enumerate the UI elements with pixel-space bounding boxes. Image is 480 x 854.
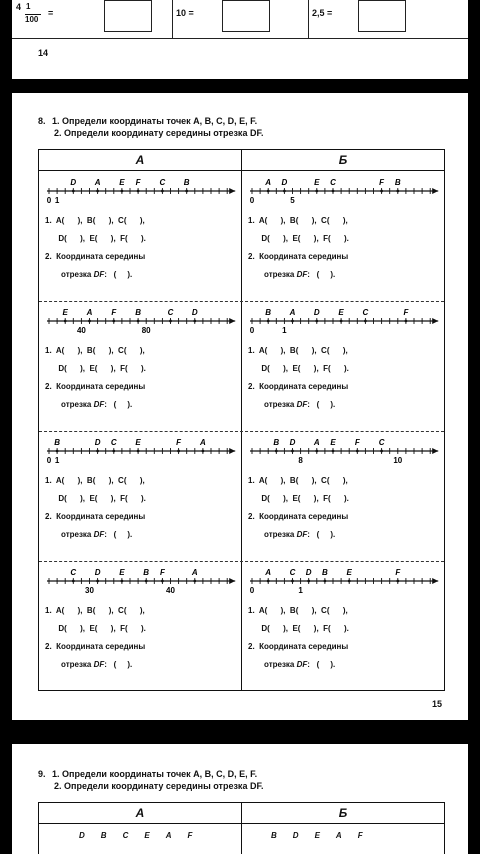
point-label: C [159, 178, 166, 187]
scale-number: 40 [76, 326, 86, 335]
answer-coordinates-line-2: D( ), E( ), F( ). [248, 624, 349, 633]
point-marker [380, 450, 383, 453]
point-label: D [191, 308, 198, 317]
point-label: C [362, 308, 369, 317]
exercise-cell [242, 561, 444, 691]
column-header-b: Б [242, 803, 444, 824]
point-marker [267, 580, 270, 583]
point-marker [396, 580, 399, 583]
axis-arrow [432, 448, 438, 454]
point-label: D [313, 308, 320, 317]
equals-sign: = [48, 8, 54, 18]
point-label: F [403, 308, 409, 317]
point-label: E [119, 568, 125, 577]
answer-midpoint-field: отрезка DF: ( ). [61, 530, 133, 539]
point-label: A [86, 308, 93, 317]
point-marker [161, 580, 164, 583]
scale-number: 1 [54, 196, 60, 205]
exercise-cell [39, 431, 241, 561]
page-number: 15 [432, 699, 443, 709]
point-label: D [281, 178, 288, 187]
point-marker [56, 450, 59, 453]
answer-midpoint-field: отрезка DF: ( ). [61, 270, 133, 279]
point-marker [202, 450, 205, 453]
partial-letters-b [271, 831, 379, 840]
scale-number: 1 [54, 456, 60, 465]
point-marker [96, 580, 99, 583]
number-line [43, 175, 237, 207]
point-marker [169, 320, 172, 323]
point-marker [177, 450, 180, 453]
point-label: A [94, 178, 101, 187]
point-label: B [273, 438, 280, 447]
point-marker [72, 580, 75, 583]
point-marker [315, 320, 318, 323]
point-marker [356, 450, 359, 453]
exercise-cell [242, 171, 444, 301]
page-number: 14 [38, 48, 49, 58]
point-label: E [330, 438, 336, 447]
point-label: B [265, 308, 272, 317]
scale-number: 0 [249, 586, 255, 595]
axis-arrow [229, 188, 235, 194]
point-label: C [110, 438, 117, 447]
point-label: B [100, 831, 107, 840]
point-marker [161, 190, 164, 193]
point-label: C [70, 568, 77, 577]
answer-coordinates-line-2: D( ), E( ), F( ). [248, 234, 349, 243]
answer-coordinates-line-1: 1. A( ), B( ), C( ), [248, 476, 348, 485]
point-label: F [395, 568, 401, 577]
fraction-whole: 4 [16, 2, 22, 12]
point-label: A [289, 308, 296, 317]
point-marker [137, 190, 140, 193]
point-label: D [289, 438, 296, 447]
number-line [43, 435, 237, 467]
answer-coordinates-line-2: D( ), E( ), F( ). [45, 364, 146, 373]
fraction-numerator: 1 [26, 2, 31, 11]
point-label: E [338, 308, 344, 317]
point-label: F [357, 831, 363, 840]
conversion-cell-3 [308, 0, 468, 39]
task-line-2: 2. Определи координату середины отрезка DF. [54, 128, 264, 138]
number-line [246, 305, 440, 337]
point-marker [340, 320, 343, 323]
point-label: E [135, 438, 141, 447]
point-label: F [187, 831, 193, 840]
point-label: C [167, 308, 174, 317]
point-label: E [314, 178, 320, 187]
point-label: D [70, 178, 77, 187]
scale-number: 1 [298, 586, 303, 595]
answer-coordinates-line-1: 1. A( ), B( ), C( ), [248, 216, 348, 225]
scale-number: 0 [249, 196, 255, 205]
point-label: B [143, 568, 150, 577]
answer-coordinates-line-2: D( ), E( ), F( ). [248, 364, 349, 373]
point-marker [72, 190, 75, 193]
point-marker [137, 320, 140, 323]
point-label: E [144, 831, 150, 840]
exercise-heading [38, 768, 263, 792]
point-marker [121, 580, 124, 583]
point-marker [396, 190, 399, 193]
point-marker [267, 190, 270, 193]
number-line [43, 305, 237, 337]
scale-number: 0 [249, 326, 255, 335]
point-marker [380, 190, 383, 193]
point-marker [291, 320, 294, 323]
answer-coordinates-line-2: D( ), E( ), F( ). [45, 234, 146, 243]
point-label: F [176, 438, 182, 447]
answer-midpoint-question: 2. Координата середины [248, 512, 349, 521]
point-marker [275, 450, 278, 453]
point-label: D [94, 568, 101, 577]
answer-coordinates-line-2: D( ), E( ), F( ). [45, 624, 146, 633]
point-marker [291, 580, 294, 583]
point-marker [332, 190, 335, 193]
exercise-cell [242, 301, 444, 431]
scale-number: 1 [282, 326, 287, 335]
point-label: A [191, 568, 198, 577]
scale-number: 30 [85, 586, 94, 595]
point-marker [291, 450, 294, 453]
point-marker [112, 450, 115, 453]
point-label: E [119, 178, 125, 187]
point-marker [364, 320, 367, 323]
exercise-page [12, 93, 468, 720]
point-label: C [330, 178, 336, 187]
point-marker [315, 190, 318, 193]
conversion-cell-1 [12, 0, 173, 39]
scale-number: 40 [166, 586, 175, 595]
answer-midpoint-question: 2. Координата середины [248, 382, 349, 391]
number-line [43, 565, 237, 597]
point-marker [405, 320, 408, 323]
point-label: B [135, 308, 141, 317]
point-label: D [292, 831, 299, 840]
next-exercise-page [12, 744, 468, 854]
conversion-label: 10 = [176, 8, 194, 18]
point-label: A [335, 831, 342, 840]
scale-number: 8 [298, 456, 303, 465]
point-label: E [314, 831, 320, 840]
point-label: A [265, 568, 272, 577]
point-label: C [122, 831, 129, 840]
axis-arrow [432, 188, 438, 194]
answer-midpoint-field: отрезка DF: ( ). [264, 270, 336, 279]
point-marker [137, 450, 140, 453]
number-line [246, 175, 440, 207]
answer-box[interactable] [358, 0, 406, 32]
answer-midpoint-field: отрезка DF: ( ). [61, 660, 133, 669]
point-label: B [54, 438, 60, 447]
answer-midpoint-question: 2. Координата середины [45, 382, 146, 391]
fraction-expression [16, 2, 54, 24]
scale-number: 10 [393, 456, 403, 465]
point-label: B [271, 831, 277, 840]
partial-letters-a [79, 831, 208, 840]
point-label: F [111, 308, 117, 317]
answer-midpoint-field: отрезка DF: ( ). [264, 400, 336, 409]
conversion-cell-2 [172, 0, 309, 39]
point-label: A [313, 438, 320, 447]
exercise-table [38, 802, 445, 854]
point-label: B [394, 178, 401, 187]
answer-box[interactable] [104, 0, 152, 32]
answer-coordinates-line-1: 1. A( ), B( ), C( ), [45, 216, 145, 225]
answer-coordinates-line-2: D( ), E( ), F( ). [45, 494, 146, 503]
answer-midpoint-field: отрезка DF: ( ). [264, 660, 336, 669]
point-marker [185, 190, 188, 193]
exercise-number: 9. [38, 769, 46, 779]
point-marker [193, 580, 196, 583]
exercise-cell [242, 431, 444, 561]
point-label: C [289, 568, 296, 577]
answer-coordinates-line-1: 1. A( ), B( ), C( ), [248, 606, 348, 615]
answer-midpoint-field: отрезка DF: ( ). [264, 530, 336, 539]
exercise-number: 8. [38, 116, 46, 126]
point-label: D [94, 438, 101, 447]
point-label: F [159, 568, 165, 577]
point-marker [96, 190, 99, 193]
fraction-denominator: 100 [25, 15, 39, 24]
point-marker [145, 580, 148, 583]
task-line-1: 1. Определи координаты точек A, B, C, D, E, F. [52, 116, 258, 126]
point-label: C [378, 438, 385, 447]
point-label: B [322, 568, 328, 577]
point-label: E [62, 308, 68, 317]
scale-number: 0 [46, 456, 52, 465]
point-marker [112, 320, 115, 323]
point-marker [64, 320, 67, 323]
point-marker [307, 580, 310, 583]
answer-midpoint-question: 2. Координата середины [45, 642, 146, 651]
column-header-a: А [39, 803, 241, 824]
axis-arrow [432, 318, 438, 324]
scale-number: 0 [46, 196, 52, 205]
point-marker [283, 190, 286, 193]
number-line [246, 435, 440, 467]
point-label: F [354, 438, 360, 447]
axis-arrow [229, 318, 235, 324]
answer-midpoint-question: 2. Координата середины [248, 252, 349, 261]
point-label: B [183, 178, 190, 187]
point-marker [315, 450, 318, 453]
point-marker [121, 190, 124, 193]
point-label: F [135, 178, 141, 187]
point-label: A [265, 178, 272, 187]
answer-midpoint-question: 2. Координата середины [45, 512, 146, 521]
exercise-heading [38, 115, 263, 139]
column-header-b: Б [242, 150, 444, 171]
answer-midpoint-field: отрезка DF: ( ). [61, 400, 133, 409]
point-label: E [346, 568, 352, 577]
point-label: D [79, 831, 85, 840]
point-marker [332, 450, 335, 453]
point-marker [193, 320, 196, 323]
exercise-table [38, 149, 445, 691]
point-label: D [305, 568, 312, 577]
axis-arrow [229, 448, 235, 454]
point-marker [267, 320, 270, 323]
task-line-2: 2. Определи координату середины отрезка DF. [54, 781, 264, 791]
exercise-cell [39, 301, 241, 431]
answer-midpoint-question: 2. Координата середины [248, 642, 349, 651]
previous-page [12, 0, 468, 79]
point-label: F [379, 178, 385, 187]
answer-coordinates-line-1: 1. A( ), B( ), C( ), [45, 606, 145, 615]
answer-box[interactable] [222, 0, 270, 32]
point-marker [88, 320, 91, 323]
exercise-cell [39, 171, 241, 301]
task-line-1: 1. Определи координаты точек A, B, C, D, E, F. [52, 769, 258, 779]
axis-arrow [229, 578, 235, 584]
answer-coordinates-line-1: 1. A( ), B( ), C( ), [45, 476, 145, 485]
answer-midpoint-question: 2. Координата середины [45, 252, 146, 261]
exercise-cell [39, 561, 241, 691]
axis-arrow [432, 578, 438, 584]
point-label: A [165, 831, 172, 840]
conversion-label: 2,5 = [312, 8, 333, 18]
scale-number: 5 [290, 196, 295, 205]
number-line [246, 565, 440, 597]
answer-coordinates-line-2: D( ), E( ), F( ). [248, 494, 349, 503]
point-marker [324, 580, 327, 583]
answer-coordinates-line-1: 1. A( ), B( ), C( ), [45, 346, 145, 355]
column-divider [241, 803, 242, 854]
point-label: A [200, 438, 206, 447]
point-marker [96, 450, 99, 453]
answer-coordinates-line-1: 1. A( ), B( ), C( ), [248, 346, 348, 355]
point-marker [348, 580, 351, 583]
column-header-a: А [39, 150, 241, 171]
scale-number: 80 [141, 326, 151, 335]
